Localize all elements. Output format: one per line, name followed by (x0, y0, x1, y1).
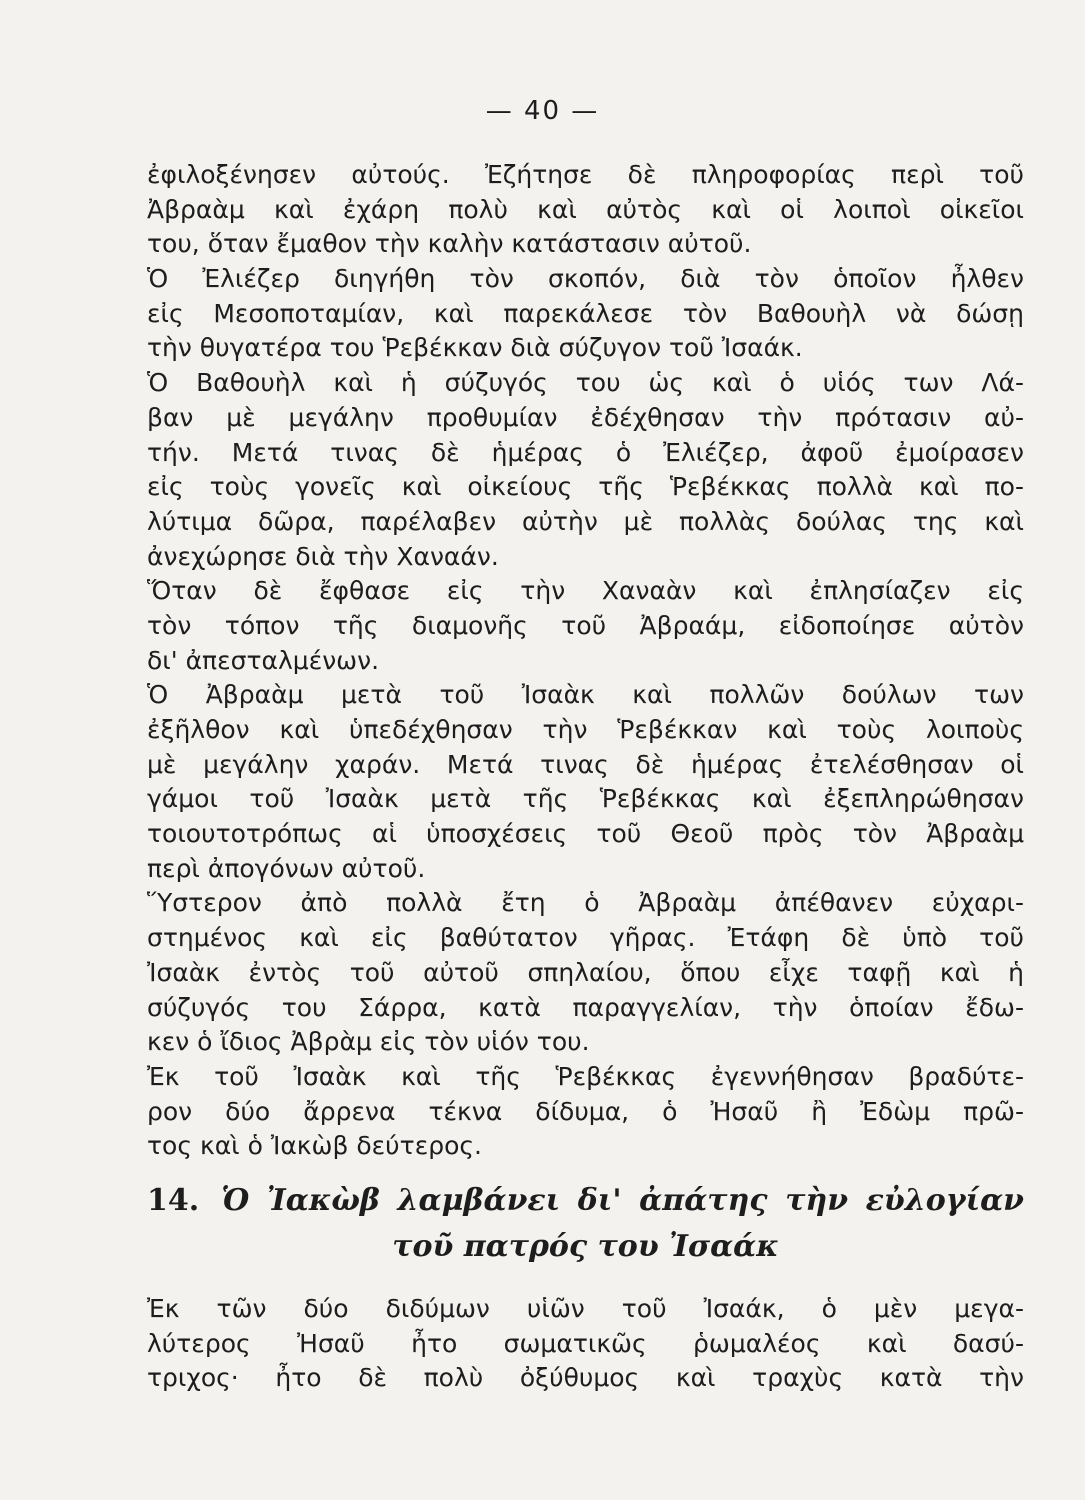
text-line: εἰς τοὺς γονεῖς καὶ οἰκείους τῆς Ῥεβέκκας πολλὰ καὶ πο- (147, 472, 1024, 502)
text-line: Ἐκ τοῦ Ἰσαὰκ καὶ τῆς Ῥεβέκκας ἐγεννήθησαν βραδύτε- (147, 1061, 1024, 1091)
text-line: ἐφιλοξένησεν αὐτούς. Ἐζήτησε δὲ πληροφορίας περὶ τοῦ (147, 160, 1024, 189)
text-line: λύτερος Ἠσαῦ ἦτο σωματικῶς ῥωμαλέος καὶ δασύ- (147, 1328, 1024, 1358)
text-line: βαν μὲ μεγάλην προθυμίαν ἐδέχθησαν τὴν πρότασιν αὐ- (147, 402, 1024, 432)
text-line: γάμοι τοῦ Ἰσαὰκ μετὰ τῆς Ῥεβέκκας καὶ ἐξεπληρώθησαν (147, 784, 1024, 814)
text-line: Ὁ Ἐλιέζερ διηγήθη τὸν σκοπόν, διὰ τὸν ὁποῖον ἦλθεν (147, 264, 1024, 294)
section-title-line-2: τοῦ πατρός του Ἰσαάκ (392, 1229, 779, 1264)
text-line: σύζυγός του Σάρρα, κατὰ παραγγελίαν, τὴν ὁποίαν ἔδω- (147, 992, 1024, 1022)
text-line: εἰς Μεσοποταμίαν, καὶ παρεκάλεσε τὸν Βαθουὴλ νὰ δώσῃ (147, 298, 1024, 328)
section-number: 14. (147, 1183, 200, 1218)
text-line: τοιουτοτρόπως αἱ ὑποσχέσεις τοῦ Θεοῦ πρὸς τὸν Ἀβραὰμ (147, 819, 1024, 849)
text-line: τριχος· ἦτο δὲ πολὺ ὀξύθυμος καὶ τραχὺς κατὰ τὴν (147, 1363, 1024, 1393)
text-line: τος καὶ ὁ Ἰακὼβ δεύτερος. (147, 1131, 482, 1161)
section-title-line-1: Ὁ Ἰακὼβ λαμβάνει δι' ἀπάτης τὴν εὐλογίαν (221, 1183, 1024, 1218)
text-line: Ἰσαὰκ ἐντὸς τοῦ αὐτοῦ σπηλαίου, ὅπου εἶχε ταφῇ καὶ ἡ (147, 957, 1024, 987)
text-line: κεν ὁ ἴδιος Ἀβρὰμ εἰς τὸν υἱόν του. (147, 1027, 590, 1057)
text-line: ρον δύο ἄρρενα τέκνα δίδυμα, ὁ Ἠσαῦ ἢ Ἐδὼμ πρῶ- (147, 1096, 1024, 1126)
page-number: — 40 — (485, 96, 600, 126)
text-line: Ὁ Ἀβραὰμ μετὰ τοῦ Ἰσαὰκ καὶ πολλῶν δούλων των (147, 680, 1024, 710)
text-line: τὴν θυγατέρα του Ῥεβέκκαν διὰ σύζυγον τοῦ Ἰσαάκ. (147, 333, 803, 363)
text-line: τὸν τόπον τῆς διαμονῆς τοῦ Ἀβραάμ, εἰδοποίησε αὐτὸν (147, 610, 1024, 640)
text-line: λύτιμα δῶρα, παρέλαβεν αὐτὴν μὲ πολλὰς δούλας της καὶ (147, 506, 1024, 536)
text-line: στημένος καὶ εἰς βαθύτατον γῆρας. Ἐτάφη δὲ ὑπὸ τοῦ (147, 923, 1024, 953)
section-text (147, 1292, 1024, 1396)
text-line: Ἐκ τῶν δύο διδύμων υἱῶν τοῦ Ἰσαάκ, ὁ μὲν μεγα- (147, 1294, 1024, 1323)
text-line: Ὁ Βαθουὴλ καὶ ἡ σύζυγός του ὡς καὶ ὁ υἱός των Λά- (147, 368, 1024, 398)
text-line: του, ὅταν ἔμαθον τὴν καλὴν κατάστασιν αὐτοῦ. (147, 229, 752, 259)
text-line: μὲ μεγάλην χαράν. Μετά τινας δὲ ἡμέρας ἐτελέσθησαν οἱ (147, 749, 1024, 779)
body-text (147, 158, 1024, 1164)
text-line: Ἀβραὰμ καὶ ἐχάρη πολὺ καὶ αὐτὸς καὶ οἱ λοιποὶ οἰκεῖοι (147, 194, 1024, 224)
text-line: δι' ἀπεσταλμένων. (147, 645, 380, 675)
text-line: Ὅταν δὲ ἔφθασε εἰς τὴν Χαναὰν καὶ ἐπλησίαζεν εἰς (147, 576, 1024, 606)
text-line: ἀνεχώρησε διὰ τὴν Χαναάν. (147, 541, 499, 571)
text-line: περὶ ἀπογόνων αὐτοῦ. (147, 853, 426, 883)
text-line: ἐξῆλθον καὶ ὑπεδέχθησαν τὴν Ῥεβέκκαν καὶ τοὺς λοιποὺς (147, 715, 1024, 744)
text-line: τήν. Μετά τινας δὲ ἡμέρας ὁ Ἐλιέζερ, ἀφοῦ ἐμοίρασεν (147, 437, 1024, 467)
text-line: Ὕστερον ἀπὸ πολλὰ ἔτη ὁ Ἀβραὰμ ἀπέθανεν εὐχαρι- (147, 888, 1024, 918)
section-heading (147, 1178, 1024, 1270)
